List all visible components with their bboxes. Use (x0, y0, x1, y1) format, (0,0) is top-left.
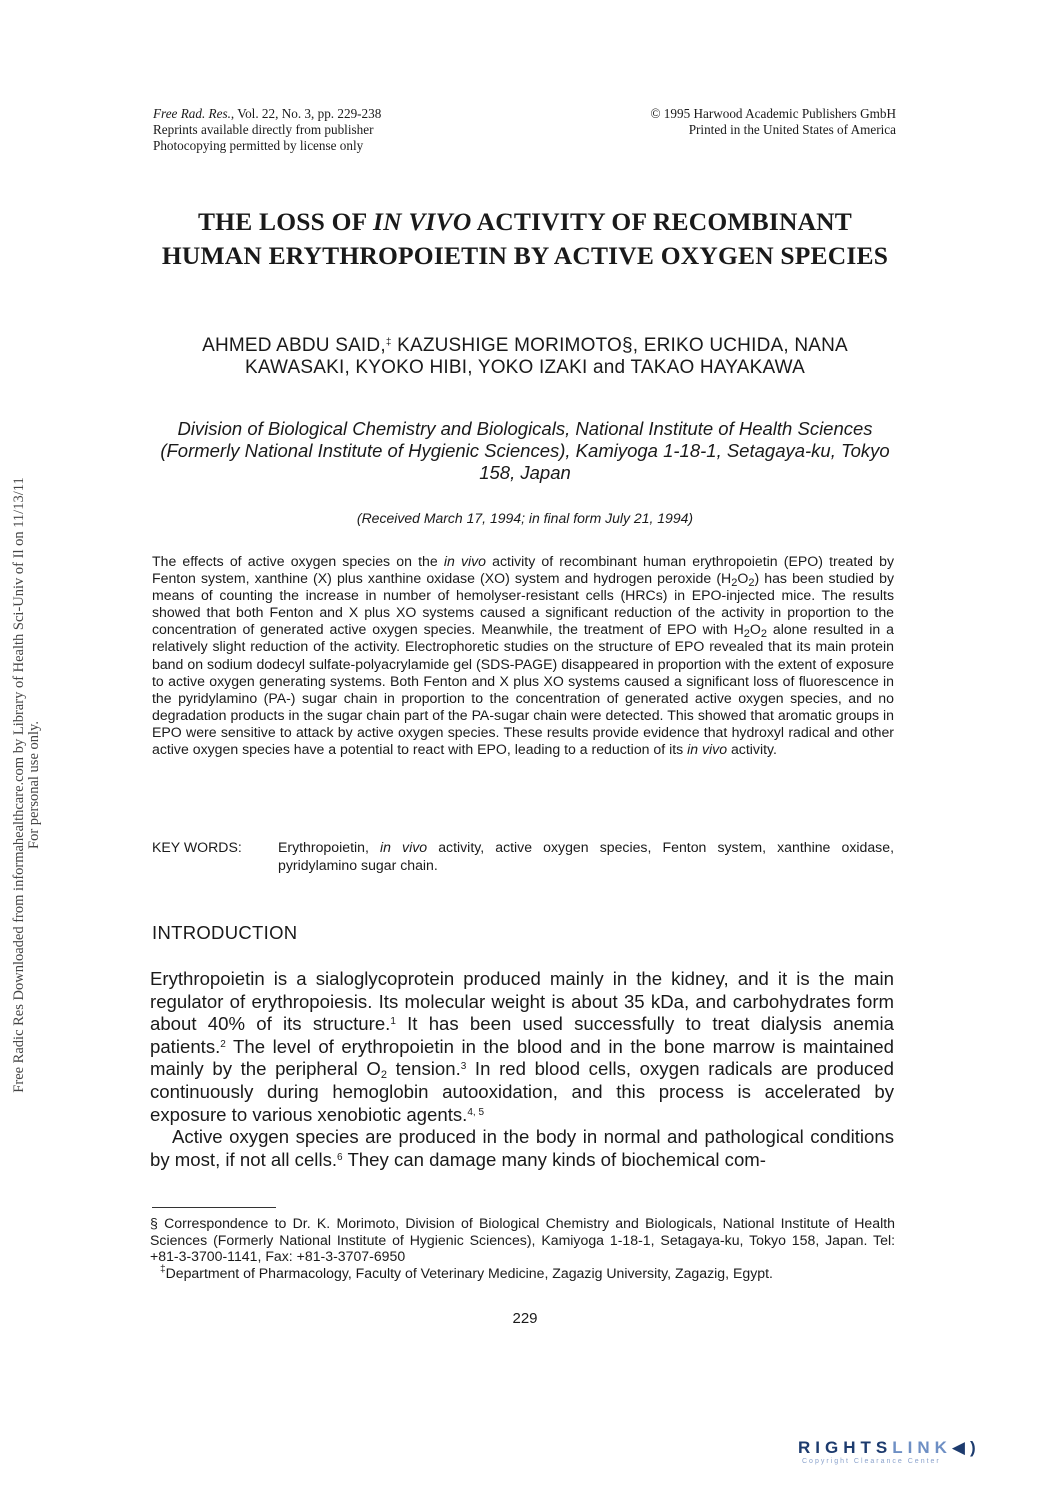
section-heading-introduction: INTRODUCTION (152, 922, 298, 943)
footnotes (150, 1215, 895, 1281)
personal-use-notice: For personal use only. (26, 721, 42, 849)
rightslink-logo[interactable]: RIGHTSLINK◀) Copyright Clearance Center (798, 1438, 1028, 1478)
journal-header-right (650, 106, 896, 138)
page-number: 229 (512, 1310, 538, 1327)
reprints-note: Reprints available directly from publisher (153, 122, 374, 137)
key-words (152, 838, 894, 874)
journal-header-left (153, 106, 381, 154)
printed-line: Printed in the United States of America (688, 122, 896, 137)
abstract: The effects of active oxygen species on the in vivo activity of recombinant human erythropoietin (EPO) treated by Fenton system, xanthine (X) plus xanthine oxidase (XO) system and hydrogen peroxide $(H_2O_2)$ has been studied by means of counting the increase in number of hemolyser-resistant cells (HRCs) in EPO-injected mice. The results showed that both Fenton and X plus XO systems caused a significant reduction of the activity in proportion to the concentration of generated active oxygen species. Meanwhile, the treatment of EPO with $H_2O_2$ alone resulted in a relatively slight reduction of the activity. Electrophoretic studies on the structure of EPO revealed that its main protein band on sodium dodecyl sulfate-polyacrylamide gel (SDS-PAGE) disappeared in proportion with the extent of exposure to active oxygen generating systems. Both Fenton and X plus XO systems caused a significant loss of fluorescence in the pyridylamino (PA-) sugar chain in proportion to the concentration of generated active oxygen species, and no degradation products in the sugar chain part of the PA-sugar chain were detected. This showed that aromatic groups in EPO were sensitive to attack by active oxygen species. These results provide evidence that hydroxyl radical and other active oxygen species have a potential to react with EPO, leading to a reduction of its in vivo activity. (152, 553, 895, 758)
paragraph-2: Active oxygen species are produced in the body in normal and pathological conditions by most, if not all cells.$^6$ They can damage many kinds of biochemical com- (150, 1126, 894, 1170)
key-words-label: KEY WORDS: (152, 839, 242, 855)
footnote-rule (152, 1207, 276, 1208)
paragraph-1: Erythropoietin is a sialoglycoprotein produced mainly in the kidney, and it is the main regulator of erythropoiesis. Its molecular weight is about 35 kDa, and carbohydrates form about 40% of its structure.$^1$ It has been used successfully to treat dialysis anemia patients.$^2$ The level of erythropoietin in the blood and in the bone marrow is maintained mainly by the peripheral $O_2$ tension.$^3$ In red blood cells, oxygen radicals are produced continuously during hemoglobin autooxidation, and this process is accelerated by exposure to various xenobiotic agents.$^{4, 5}$ (150, 968, 894, 1125)
key-words-list: Erythropoietin, in vivo activity, active oxygen species, Fenton system, xanthine oxidase, pyridylamino sugar chain. (278, 839, 894, 873)
author-footnote-mark: ‡ (385, 337, 392, 348)
rightslink-glyph-icon: ◀) (951, 1438, 981, 1457)
author-list: AHMED ABDU SAID,‡ KAZUSHIGE MORIMOTO§, ERIKO UCHIDA, NANA KAWASAKI, KYOKO HIBI, YOKO IZAKI and TAKAO HAYAKAWA (202, 335, 848, 378)
introduction-body (150, 968, 894, 1171)
journal-citation: , Vol. 22, No. 3, pp. 229-238 (230, 106, 382, 121)
download-notice: Free Radic Res Downloaded from informahealthcare.com by Library of Health Sci-Univ of Il on 11/13/11 (11, 477, 27, 1093)
received-dates: (Received March 17, 1994; in final form July 21, 1994) (356, 510, 694, 526)
title-italic: IN VIVO (373, 207, 472, 236)
footnote-department: ‡Department of Pharmacology, Faculty of Veterinary Medicine, Zagazig University, Zagazig, Egypt. (160, 1263, 773, 1281)
rightslink-tagline: Copyright Clearance Center (802, 1458, 941, 1465)
paper-title: THE LOSS OF IN VIVO ACTIVITY OF RECOMBINANT HUMAN ERYTHROPOIETIN BY ACTIVE OXYGEN SPECIES (161, 207, 889, 270)
copyright-line: © 1995 Harwood Academic Publishers GmbH (650, 106, 896, 121)
photocopy-note: Photocopying permitted by license only (153, 138, 364, 153)
footnote-correspondence: § Correspondence to Dr. K. Morimoto, Division of Biological Chemistry and Biologicals, National Institute of Health Sciences (Formerly National Institute of Hygienic Sciences), Kamiyoga 1-18-1, Setagaya-ku, Tokyo 158, Japan. Tel: +81-3-3700-1141, Fax: +81-3-3707-6950 (150, 1215, 895, 1265)
journal-name: Free Rad. Res. (153, 106, 231, 121)
affiliation: Division of Biological Chemistry and Biologicals, National Institute of Health Sciences (Formerly National Institute of Hygienic Sciences), Kamiyoga 1-18-1, Setagaya-ku, Tokyo 158, Japan (160, 418, 890, 483)
